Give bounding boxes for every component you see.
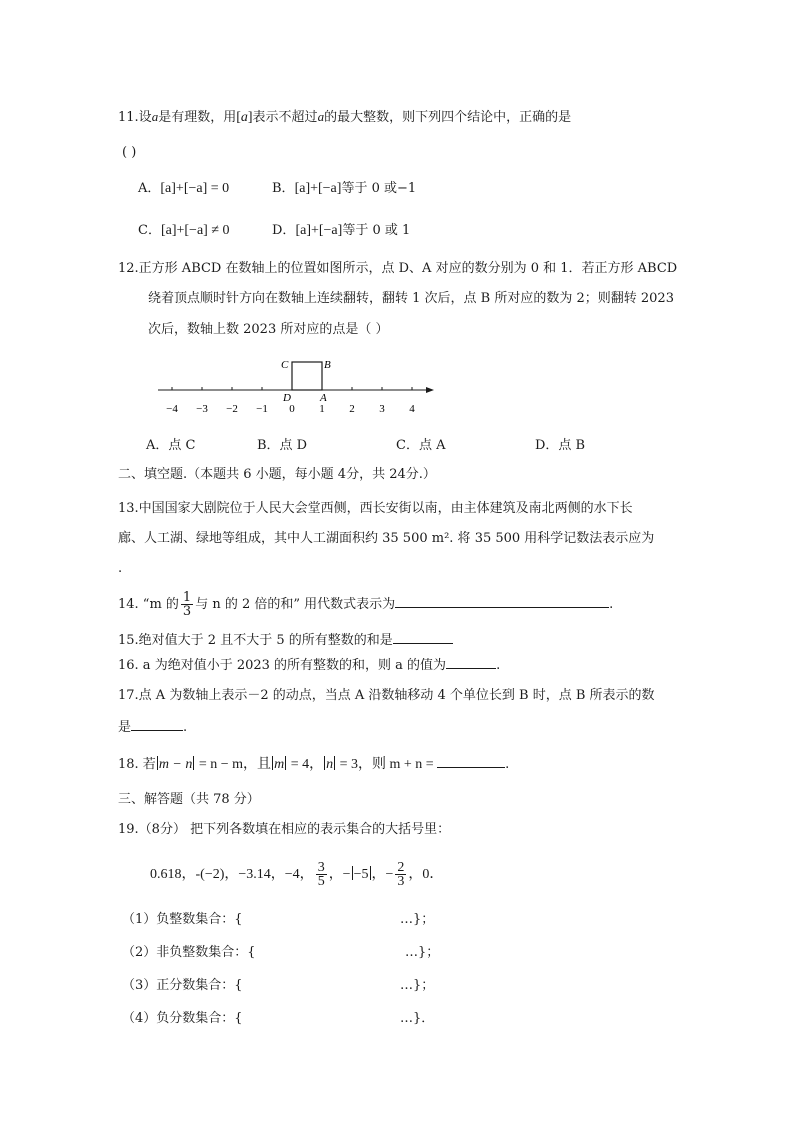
q14: 14. “m 的 $\frac{1}{3}$ 与 n 的 2 倍的和” 用代数式表示为 . [118,590,614,619]
q18: 18. 若 m − n = n − m，且 m = 4， n = 3，则 m + n = . [118,754,509,774]
q11-stem: 11.设a是有理数，用[a]表示不超过a的最大整数，则下列四个结论中，正确的是 [118,109,572,125]
q18-answer-blank[interactable] [437,754,505,768]
q11-option-b[interactable]: B．[a]+[−a]等于 0 或−1 [272,181,417,196]
q11-option-d[interactable]: D．[a]+[−a]等于 0 或 1 [272,223,411,238]
q19-stem: 19.（8分） 把下列各数填在相应的表示集合的大括号里： [118,822,451,837]
q12-line1: 12.正方形 ABCD 在数轴上的位置如图所示，点 D、A 对应的数分别为 0 和 1．若正方形 ABCD [118,261,678,276]
q16-answer-blank[interactable] [446,655,496,669]
label-d: D [283,392,291,404]
q19-set-1-end: …}； [400,912,435,927]
q12-option-b[interactable]: B．点 D [257,438,308,453]
label-b: B [324,359,331,371]
q15: 15.绝对值大于 2 且不大于 5 的所有整数的和是 [118,630,453,650]
q19-numbers: 0.618，-(−2)，−3.14，−4， $\frac{3}{5}$ ，− −5 ，− $\frac{2}{3}$ ，0． [150,860,444,889]
q17-answer-blank[interactable] [131,717,183,731]
q12-line3: 次后，数轴上数 2023 所对应的点是（ ） [148,322,389,337]
q11-option-c[interactable]: C．[a]+[−a] ≠ 0 [138,223,230,238]
tick-label: −2 [226,403,238,415]
q19-set-4-end: …}． [400,1011,435,1026]
q12-option-a[interactable]: A．点 C [146,438,196,453]
section-3-heading: 三、解答题（共 78 分） [118,792,260,807]
q19-fraction-3-5: $\frac{3}{5}$ [317,860,325,889]
q11-var-a: a [151,109,159,124]
q15-answer-blank[interactable] [393,630,453,644]
tick-label: 3 [379,403,385,415]
label-c: C [281,359,289,371]
q19-set-1-label: （1）负整数集合：{ [122,912,243,927]
q17-line1: 17.点 A 为数轴上表示－2 的动点，当点 A 沿数轴移动 4 个单位长到 B 时，点 B 所表示的数 [118,688,655,703]
q12-option-d[interactable]: D．点 B [535,438,586,453]
q19-set-4-label: （4）负分数集合：{ [122,1011,243,1026]
tick-label: 2 [349,403,355,415]
square-abcd [292,362,322,390]
tick-label: 0 [289,403,295,415]
q19-set-3-end: …}； [400,978,435,993]
q16: 16. a 为绝对值小于 2023 的所有整数的和，则 a 的值为 . [118,655,500,675]
tick-label: −3 [196,403,208,415]
q11-answer-paren: ( ) [122,145,137,160]
tick-label: −4 [166,403,178,415]
number-line-figure [150,352,450,422]
q14-answer-blank[interactable] [395,594,609,608]
tick-label: 1 [319,403,325,415]
label-a: A [320,392,327,404]
q13-line1: 13.中国国家大剧院位于人民大会堂西侧，西长安街以南，由主体建筑及南北两侧的水下长 [118,501,633,516]
tick-label: 4 [409,403,415,415]
q19-set-3-label: （3）正分数集合：{ [122,978,243,993]
q19-set-2-label: （2）非负整数集合：{ [122,945,256,960]
q19-fraction-2-3: $\frac{2}{3}$ [397,860,405,889]
tick-label: −1 [256,403,268,415]
section-2-heading: 二、填空题.（本题共 6 小题，每小题 4分，共 24分.） [118,467,436,482]
q11-option-a[interactable]: A．[a]+[−a] = 0 [138,181,230,196]
q13-line2: 廊、人工湖、绿地等组成，其中人工湖面积约 35 500 m². 将 35 500 用科学记数法表示应为 [118,531,655,546]
q12-line2: 绕着顶点顺时针方向在数轴上连续翻转，翻转 1 次后，点 B 所对应的数为 2；则翻转 2023 [148,291,674,306]
q17-line2: 是 . [118,717,187,737]
q12-option-c[interactable]: C．点 A [396,438,446,453]
q14-fraction: $\frac{1}{3}$ [182,590,192,619]
arrow-head [426,387,434,393]
q11-bracket-a: [a] [236,110,253,125]
q13-line3: . [118,561,123,576]
q19-set-2-end: …}； [405,945,440,960]
